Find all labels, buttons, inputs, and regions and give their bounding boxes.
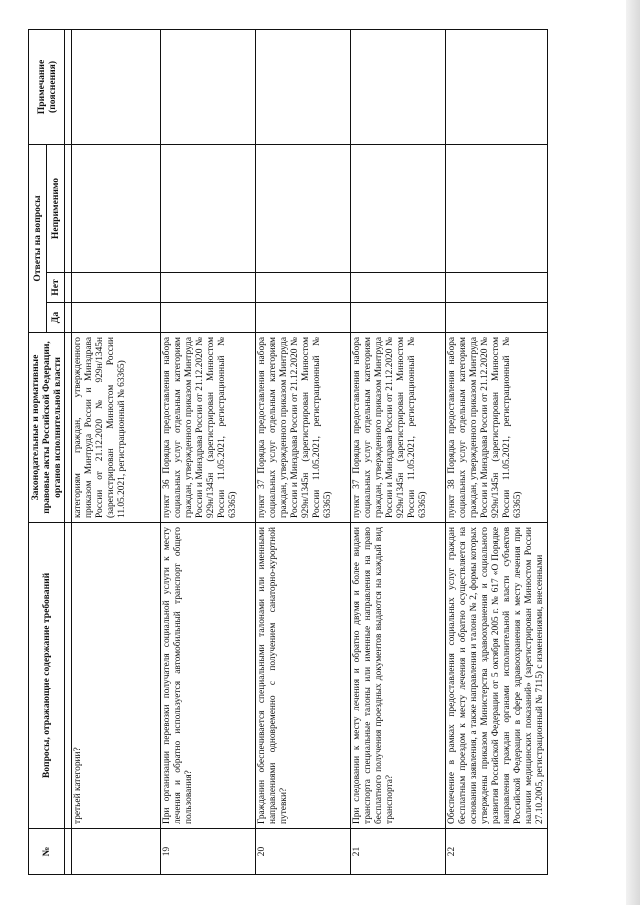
answer-yes-cell[interactable]	[446, 303, 548, 333]
answer-na-cell[interactable]	[161, 144, 256, 272]
row-law: категориям граждан, утвержденного приказом Минтруда России и Минздрава России от 21.12.2020 № 929н/1345н (зарегистрирован Минюстом России 11.05.2021, регистрационный № 63365)	[72, 333, 161, 523]
row-law: пункт 36 Порядка предоставления набора социальных услуг отдельным категориям граждан, утвержденного приказом Минтруда России и Минздрава России от 21.12.2020 № 929н/1345н (зарегистрирован Минюстом России 11.05.2021, регистрационный № 63365)	[161, 333, 256, 523]
answer-no-cell[interactable]	[256, 273, 351, 303]
row-number: 19	[161, 829, 256, 875]
row-law: пункт 38 Порядка предоставления набора социальных услуг отдельным категориям граждан, утвержденного приказом Минтруда России и Минздрава России от 21.12.2020 № 929н/1345н (зарегистрирован Минюстом России 11.05.2021, регистрационный № 63365)	[446, 333, 548, 523]
row-law: пункт 37 Порядка предоставления набора социальных услуг отдельным категориям граждан, утвержденного приказом Минтруда России и Минздрава России от 21.12.2020 № 929н/1345н (зарегистрирован Минюстом России 11.05.2021, регистрационный № 63365)	[351, 333, 446, 523]
answer-na-cell[interactable]	[256, 144, 351, 272]
note-cell[interactable]	[256, 29, 351, 144]
header-row	[29, 29, 47, 874]
answer-na-cell[interactable]	[72, 144, 161, 272]
table-row	[446, 29, 548, 874]
answer-no-cell[interactable]	[351, 273, 446, 303]
row-number: 21	[351, 829, 446, 875]
note-cell[interactable]	[351, 29, 446, 144]
note-cell[interactable]	[72, 29, 161, 144]
scan-edge-shadow	[626, 0, 640, 905]
header-question: Вопросы, отражающие содержание требований	[29, 523, 65, 829]
row-number: 22	[446, 829, 548, 875]
answer-yes-cell[interactable]	[256, 303, 351, 333]
row-question: При организации перевозки получателя социальной услуги к месту лечения и обратно используется автомобильный транспорт общего пользования?	[161, 523, 256, 829]
inspection-checklist-table	[28, 29, 548, 875]
row-question: третьей категории?	[72, 523, 161, 829]
answer-no-cell[interactable]	[161, 273, 256, 303]
table-row	[72, 29, 161, 874]
answer-no-cell[interactable]	[446, 273, 548, 303]
row-question: Обеспечение в рамках предоставления социальных услуг граждан бесплатным проездом к месту лечения и обратно осуществляется на основании заявления, а также направления и талона № 2, формы которых утверждены приказом Министерства здравоохранения и социального развития Российской Федерации от 5 октября 2005 г. № 617 «О Порядке направления граждан органами исполнительной власти субъектов Российской Федерации в сфере здравоохранения к месту лечения при наличии медицинских показаний» (зарегистрирован Минюстом России 27.10.2005, регистрационный № 7115) с изменениями, внесенными	[446, 523, 548, 829]
note-cell[interactable]	[446, 29, 548, 144]
header-law: Законодательные и нормативные правовые акты Российской Федерации, органов исполнительной власти	[29, 333, 65, 523]
header-num: №	[29, 829, 65, 875]
header-no: Нет	[47, 273, 65, 303]
answer-na-cell[interactable]	[446, 144, 548, 272]
answer-yes-cell[interactable]	[72, 303, 161, 333]
header-na: Неприменимо	[47, 144, 65, 272]
row-number	[72, 829, 161, 875]
row-question: При следовании к месту лечения и обратно двумя и более видами транспорта специальные талоны или именные направления на право бесплатного получения проездных документов выдаются на каждый вид транспорта?	[351, 523, 446, 829]
answer-yes-cell[interactable]	[161, 303, 256, 333]
table-row	[256, 29, 351, 874]
header-answers: Ответы на вопросы	[29, 144, 47, 332]
header-note: Примечание (пояснения)	[29, 29, 65, 144]
spacer-row	[65, 29, 72, 874]
answer-yes-cell[interactable]	[351, 303, 446, 333]
answer-na-cell[interactable]	[351, 144, 446, 272]
row-law: пункт 37 Порядка предоставления набора социальных услуг отдельным категориям граждан, утвержденного приказом Минтруда России и Минздрава России от 21.12.2020 № 929н/1345н (зарегистрирован Минюстом России 11.05.2021, регистрационный № 63365)	[256, 333, 351, 523]
header-yes: Да	[47, 303, 65, 333]
answer-no-cell[interactable]	[72, 273, 161, 303]
table-row	[161, 29, 256, 874]
table-row	[351, 29, 446, 874]
row-question: Гражданин обеспечивается специальными талонами или именными направлениями одновременно с получением санаторно-курортной путевки?	[256, 523, 351, 829]
note-cell[interactable]	[161, 29, 256, 144]
row-number: 20	[256, 829, 351, 875]
